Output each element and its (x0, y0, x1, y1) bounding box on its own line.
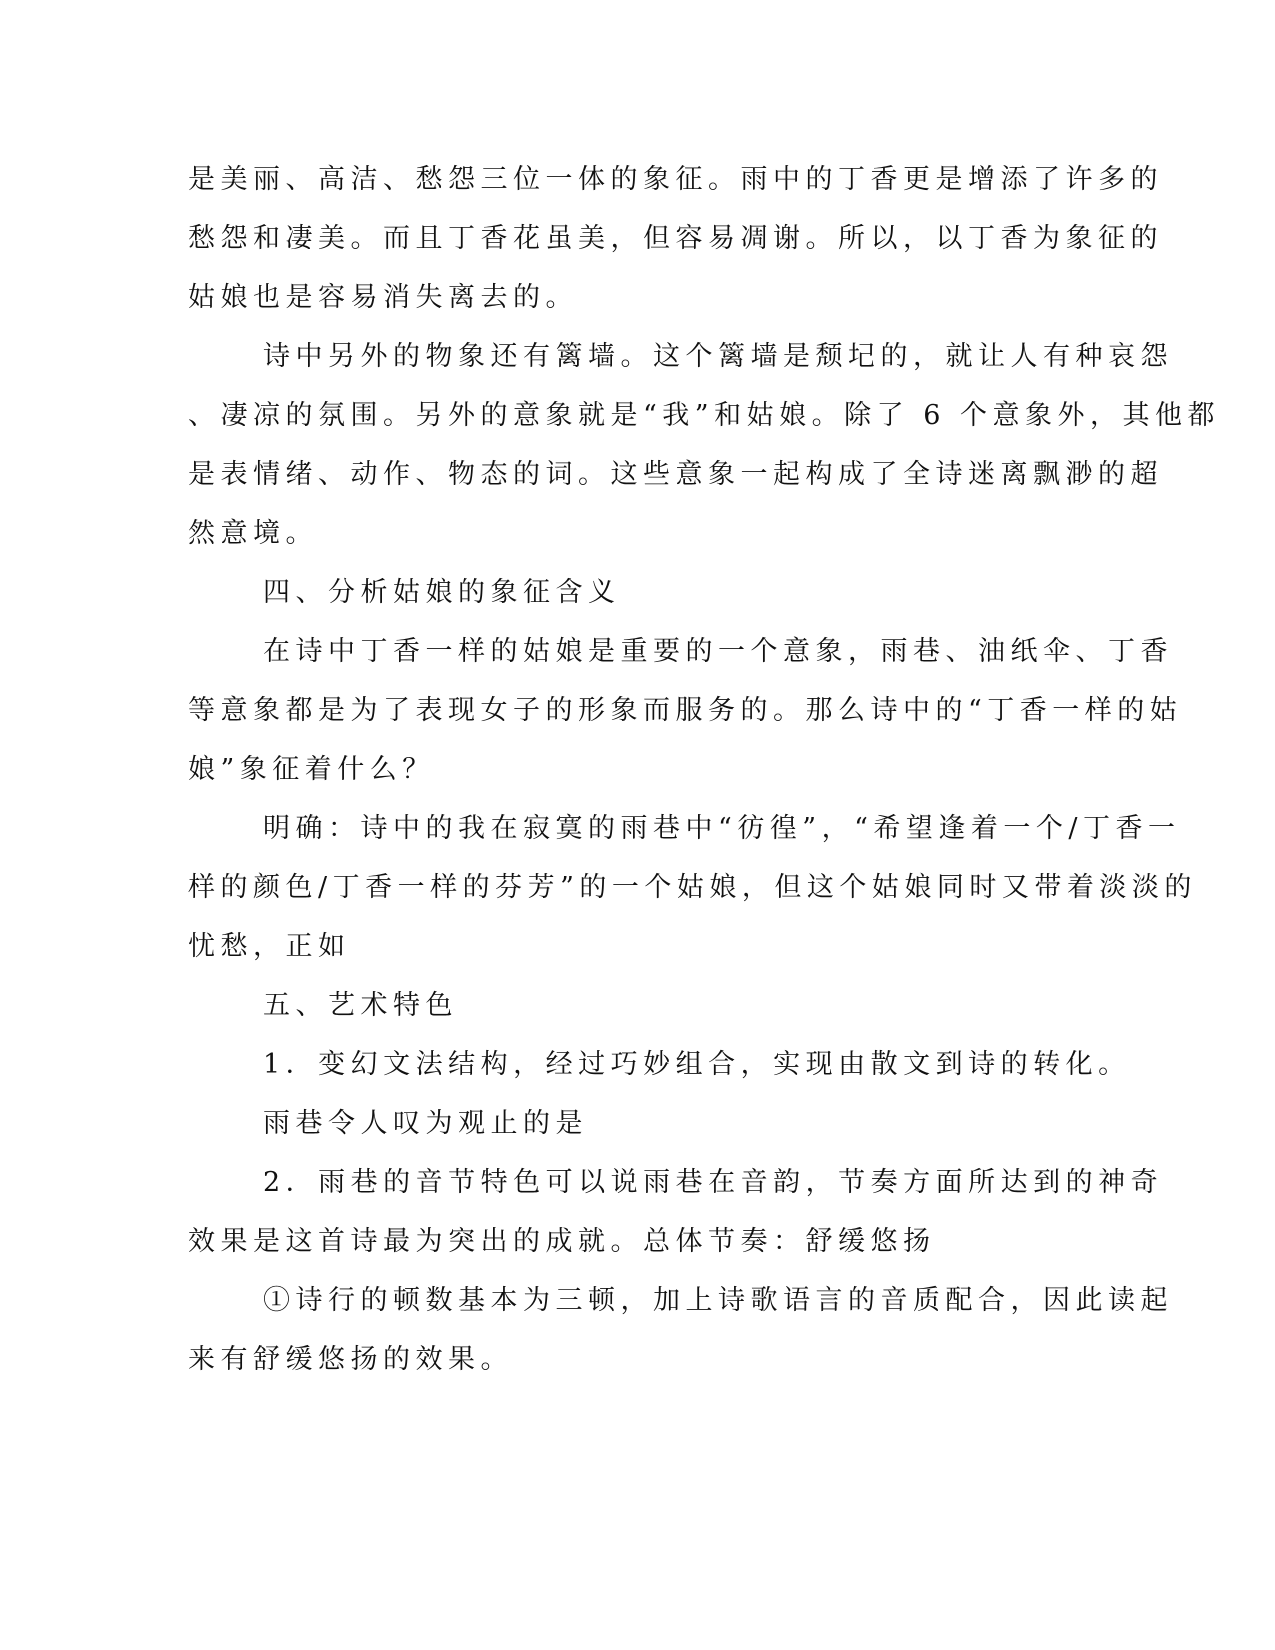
body-text-line: 愁怨和凄美。而且丁香花虽美，但容易凋谢。所以，以丁香为象征的 (188, 223, 1163, 254)
paragraph-start-line: 在诗中丁香一样的姑娘是重要的一个意象，雨巷、油纸伞、丁香 (263, 636, 1173, 667)
body-text-line: 等意象都是为了表现女子的形象而服务的。那么诗中的“丁香一样的姑 (188, 695, 1183, 726)
body-text-line: 姑娘也是容易消失离去的。 (188, 282, 578, 313)
body-text-line: 然意境。 (188, 518, 318, 549)
list-item-line: 1．变幻文法结构，经过巧妙组合，实现由散文到诗的转化。 (263, 1049, 1131, 1080)
body-text-line: 娘”象征着什么？ (188, 754, 435, 785)
body-text-line: 是美丽、高洁、愁怨三位一体的象征。雨中的丁香更是增添了许多的 (188, 164, 1163, 195)
body-text-line: 是表情绪、动作、物态的词。这些意象一起构成了全诗迷离飘渺的超 (188, 459, 1163, 490)
paragraph-start-line: 雨巷令人叹为观止的是 (263, 1108, 588, 1139)
list-item-line: ①诗行的顿数基本为三顿，加上诗歌语言的音质配合，因此读起 (263, 1285, 1173, 1316)
section-heading: 五、艺术特色 (263, 990, 458, 1021)
body-text-line: 来有舒缓悠扬的效果。 (188, 1344, 513, 1375)
body-text-line: 忧愁，正如 (188, 931, 351, 962)
section-heading: 四、分析姑娘的象征含义 (263, 577, 621, 608)
body-text-line: 样的颜色/丁香一样的芬芳”的一个姑娘，但这个姑娘同时又带着淡淡的 (188, 872, 1197, 903)
body-text-line: 效果是这首诗最为突出的成就。总体节奏：舒缓悠扬 (188, 1226, 936, 1257)
paragraph-start-line: 明确：诗中的我在寂寞的雨巷中“彷徨”，“希望逢着一个/丁香一 (263, 813, 1181, 844)
paragraph-start-line: 诗中另外的物象还有篱墙。这个篱墙是颓圮的，就让人有种哀怨 (263, 341, 1173, 372)
body-text-line: 、凄凉的氛围。另外的意象就是“我”和姑娘。除了 6 个意象外，其他都 (188, 400, 1220, 431)
list-item-line: 2．雨巷的音节特色可以说雨巷在音韵，节奏方面所达到的神奇 (263, 1167, 1164, 1198)
